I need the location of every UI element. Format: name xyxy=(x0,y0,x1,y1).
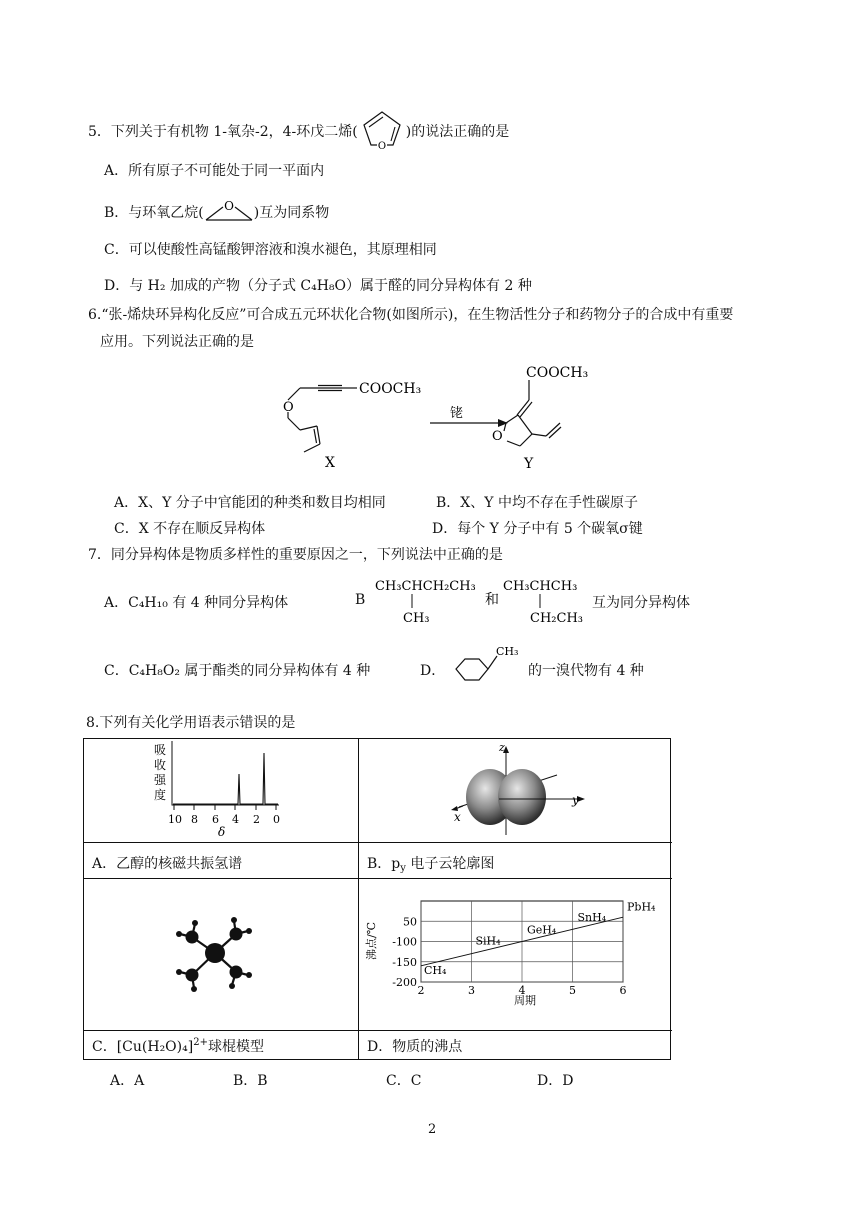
y-label: Y xyxy=(524,456,534,472)
axis-x-label: x xyxy=(454,810,461,824)
q5-option-c: C．可以使酸性高锰酸钾溶液和溴水褪色，其原理相同 xyxy=(104,242,437,258)
methyl-label: CH₃ xyxy=(496,645,519,658)
cell-d-caption xyxy=(359,1031,672,1060)
ball-stick-model xyxy=(84,879,358,1030)
chart-point-label: SnH₄ xyxy=(577,911,607,925)
nmr-tick-0: 0 xyxy=(273,813,280,826)
p-orbital-diagram xyxy=(359,739,671,842)
chart-xtick-label: 5 xyxy=(569,984,576,997)
x-ester-group: COOCH₃ xyxy=(359,381,422,397)
page-number: 2 xyxy=(428,1122,437,1137)
struct2-branch: CH₂CH₃ xyxy=(530,611,583,626)
chart-point-label: CH₄ xyxy=(424,964,447,978)
q6-option-d: D．每个 Y 分子中有 5 个碳氧σ键 xyxy=(432,521,643,537)
chart-ylabel: 沸点/℃ xyxy=(365,921,378,961)
q7-option-a: A．C₄H₁₀ 有 4 种同分异构体 xyxy=(104,595,289,611)
caption-d: D．物质的沸点 xyxy=(367,1039,463,1055)
q8-answer-b: B．B xyxy=(233,1073,268,1089)
compound-y xyxy=(504,380,561,446)
chart-xtick-label: 6 xyxy=(619,984,627,997)
q8-stem: 8.下列有关化学用语表示错误的是 xyxy=(86,715,296,731)
q5-stem-start: 5．下列关于有机物 1-氧杂-2，4-环戊二烯( xyxy=(88,124,358,140)
nmr-tick-2: 2 xyxy=(253,813,260,826)
cell-c-image xyxy=(84,879,359,1031)
q6-option-c: C．X 不存在顺反异构体 xyxy=(114,521,266,537)
struct2-main: CH₃CHCH₃ xyxy=(503,579,578,594)
x-label: X xyxy=(325,455,335,471)
q7-structures xyxy=(370,570,583,630)
caption-c-pre: C．[Cu(H₂O)₄] xyxy=(92,1039,194,1055)
q5-stem xyxy=(88,108,509,152)
chart-point-label: SiH₄ xyxy=(475,934,501,948)
nmr-tick-10: 10 xyxy=(168,813,182,826)
chart-ytick-label: -200 xyxy=(392,976,417,989)
q6-stem-line1: 6.“张-烯炔环异构化反应”可合成五元环状化合物(如图所示)，在生物活性分子和药物分子的合成中有重要 xyxy=(88,307,734,323)
q5-stem-end: )的说法正确的是 xyxy=(405,124,510,140)
caption-a: A．乙醇的核磁共振氢谱 xyxy=(92,856,243,872)
cell-b-caption xyxy=(359,843,672,879)
struct-conj: 和 xyxy=(485,592,499,608)
q5-option-b xyxy=(104,199,329,223)
caption-c xyxy=(92,1036,264,1056)
chart-xtick-label: 3 xyxy=(468,984,475,997)
nmr-tick-6: 6 xyxy=(212,813,219,826)
y-oxygen: O xyxy=(492,429,503,444)
q7-option-b-tail: 互为同分异构体 xyxy=(592,595,690,611)
q8-answer-d: D．D xyxy=(537,1073,574,1089)
q7-stem: 7．同分异构体是物质多样性的重要原因之一，下列说法中正确的是 xyxy=(88,547,503,563)
nmr-spectrum xyxy=(84,739,358,842)
q8-answer-a: A．A xyxy=(110,1073,145,1089)
q7-option-d-label: D． xyxy=(420,663,446,679)
chart-ytick-label: -100 xyxy=(392,935,417,949)
chart-ytick-label: 50 xyxy=(403,915,417,929)
furan-structure xyxy=(358,108,406,152)
boiling-point-chart xyxy=(359,879,671,1030)
nmr-tick-4: 4 xyxy=(232,813,239,826)
caption-c-sup: 2+ xyxy=(193,1037,208,1048)
nmr-ylabel-4: 度 xyxy=(154,788,167,802)
q8-options-table xyxy=(83,738,671,1060)
chart-xtick-label: 2 xyxy=(417,984,425,997)
caption-b-pre: B．p xyxy=(367,856,401,872)
methylcyclohexane-structure xyxy=(448,644,530,690)
caption-c-post: 球棍模型 xyxy=(207,1039,264,1055)
chart-xlabel: 周期 xyxy=(514,994,536,1007)
q6-option-b: B．X、Y 中均不存在手性碳原子 xyxy=(436,495,638,511)
chart-xtick-label: 4 xyxy=(518,984,526,997)
q5-option-d: D．与 H₂ 加成的产物（分子式 C₄H₈O）属于醛的同分异构体有 2 种 xyxy=(104,278,532,294)
catalyst-label: 铑 xyxy=(450,406,464,421)
cell-b-image xyxy=(359,739,672,843)
q8-answer-c: C．C xyxy=(386,1073,422,1089)
cell-a-caption xyxy=(84,843,359,879)
y-ester-group: COOCH₃ xyxy=(526,365,589,381)
q6-stem-line2: 应用。下列说法正确的是 xyxy=(100,334,254,350)
chart-point-label: PbH₄ xyxy=(627,900,656,914)
cell-d-chart xyxy=(359,879,672,1031)
x-oxygen: O xyxy=(283,400,294,415)
chart-ytick-label: -150 xyxy=(392,955,417,969)
q7-option-d-tail: 的一溴代物有 4 种 xyxy=(528,663,644,679)
axis-z-label: z xyxy=(499,741,505,754)
ethylene-oxide-structure xyxy=(204,199,254,223)
nmr-ylabel-1: 吸 xyxy=(154,743,167,757)
caption-b xyxy=(367,853,494,873)
q7-option-b-label: B xyxy=(355,592,366,608)
struct1-branch: CH₃ xyxy=(403,611,430,626)
compound-x xyxy=(288,386,357,453)
axis-y-label: y xyxy=(572,793,579,807)
nmr-trace xyxy=(173,753,278,804)
q5-option-b-start: B．与环氧乙烷( xyxy=(104,205,204,221)
nmr-ylabel-3: 强 xyxy=(154,773,167,787)
caption-b-sub: y xyxy=(400,863,406,874)
nmr-xlabel: δ xyxy=(218,825,226,839)
nmr-ylabel-2: 收 xyxy=(154,758,167,772)
q7-option-c: C．C₄H₈O₂ 属于酯类的同分异构体有 4 种 xyxy=(104,663,371,679)
nmr-tick-8: 8 xyxy=(191,813,198,826)
cell-a-image xyxy=(84,739,359,843)
q6-reaction-scheme xyxy=(270,360,600,475)
cell-c-caption xyxy=(84,1031,359,1060)
q5-option-b-end: )互为同系物 xyxy=(253,205,330,221)
furan-o: O xyxy=(377,141,386,152)
struct1-main: CH₃CHCH₂CH₃ xyxy=(375,579,476,594)
oxide-o: O xyxy=(223,199,234,213)
chart-point-label: GeH₄ xyxy=(527,923,557,937)
q5-option-a: A．所有原子不可能处于同一平面内 xyxy=(104,163,325,179)
caption-b-post: 电子云轮廓图 xyxy=(405,856,495,872)
q6-option-a: A．X、Y 分子中官能团的种类和数目均相同 xyxy=(114,495,386,511)
